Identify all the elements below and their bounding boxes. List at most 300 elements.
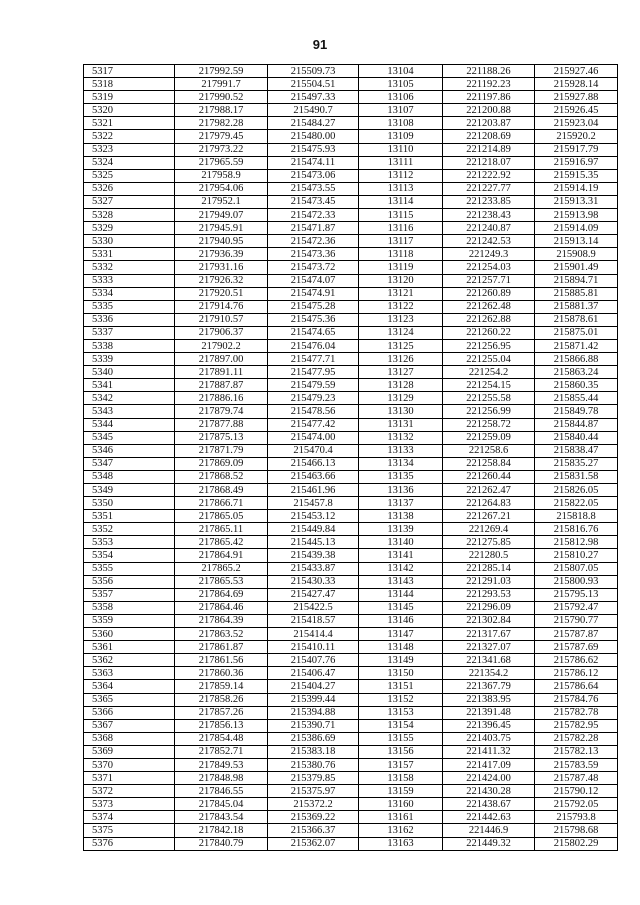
y-coordinate-2-cell: 215871.42 — [535, 339, 618, 352]
point-id-cell: 5322 — [84, 130, 175, 143]
y-coordinate-cell: 215497.33 — [268, 91, 359, 104]
x-coordinate-2-cell: 221254.2 — [443, 366, 535, 379]
x-coordinate-cell: 217864.69 — [175, 588, 268, 601]
point-id-cell: 5342 — [84, 392, 175, 405]
table-row — [84, 117, 618, 130]
point-id-2-cell: 13136 — [359, 484, 443, 497]
y-coordinate-cell: 215472.36 — [268, 235, 359, 248]
point-id-2-cell: 13149 — [359, 654, 443, 667]
x-coordinate-2-cell: 221208.69 — [443, 130, 535, 143]
table-row — [84, 235, 618, 248]
point-id-2-cell: 13128 — [359, 379, 443, 392]
x-coordinate-2-cell: 221214.89 — [443, 143, 535, 156]
x-coordinate-cell: 217842.18 — [175, 824, 268, 837]
x-coordinate-cell: 217857.26 — [175, 706, 268, 719]
table-row — [84, 274, 618, 287]
point-id-cell: 5347 — [84, 457, 175, 470]
point-id-cell: 5339 — [84, 353, 175, 366]
x-coordinate-2-cell: 221296.09 — [443, 601, 535, 614]
point-id-2-cell: 13161 — [359, 811, 443, 824]
table-row — [84, 222, 618, 235]
table-row — [84, 392, 618, 405]
point-id-cell: 5349 — [84, 484, 175, 497]
y-coordinate-2-cell: 215818.8 — [535, 510, 618, 523]
x-coordinate-2-cell: 221222.92 — [443, 169, 535, 182]
point-id-cell: 5365 — [84, 693, 175, 706]
x-coordinate-2-cell: 221442.63 — [443, 811, 535, 824]
point-id-cell: 5358 — [84, 601, 175, 614]
table-row — [84, 457, 618, 470]
y-coordinate-cell: 215471.87 — [268, 222, 359, 235]
table-row — [84, 313, 618, 326]
y-coordinate-cell: 215362.07 — [268, 837, 359, 850]
y-coordinate-2-cell: 215786.64 — [535, 680, 618, 693]
point-id-cell: 5335 — [84, 300, 175, 313]
y-coordinate-cell: 215480.00 — [268, 130, 359, 143]
x-coordinate-2-cell: 221260.44 — [443, 470, 535, 483]
y-coordinate-2-cell: 215782.13 — [535, 745, 618, 758]
table-row — [84, 300, 618, 313]
y-coordinate-2-cell: 215831.58 — [535, 470, 618, 483]
x-coordinate-cell: 217979.45 — [175, 130, 268, 143]
point-id-cell: 5374 — [84, 811, 175, 824]
point-id-2-cell: 13144 — [359, 588, 443, 601]
x-coordinate-2-cell: 221302.84 — [443, 614, 535, 627]
x-coordinate-2-cell: 221255.04 — [443, 353, 535, 366]
table-row — [84, 732, 618, 745]
x-coordinate-cell: 217865.2 — [175, 562, 268, 575]
x-coordinate-cell: 217866.71 — [175, 497, 268, 510]
point-id-2-cell: 13154 — [359, 719, 443, 732]
point-id-2-cell: 13156 — [359, 745, 443, 758]
y-coordinate-cell: 215394.88 — [268, 706, 359, 719]
x-coordinate-2-cell: 221200.88 — [443, 104, 535, 117]
x-coordinate-cell: 217863.52 — [175, 628, 268, 641]
point-id-2-cell: 13107 — [359, 104, 443, 117]
table-row — [84, 641, 618, 654]
table-row — [84, 523, 618, 536]
x-coordinate-cell: 217988.17 — [175, 104, 268, 117]
coordinates-table — [83, 64, 618, 851]
point-id-cell: 5321 — [84, 117, 175, 130]
x-coordinate-cell: 217940.95 — [175, 235, 268, 248]
y-coordinate-2-cell: 215822.05 — [535, 497, 618, 510]
y-coordinate-cell: 215479.59 — [268, 379, 359, 392]
table-row — [84, 287, 618, 300]
table-row — [84, 811, 618, 824]
x-coordinate-cell: 217952.1 — [175, 195, 268, 208]
point-id-cell: 5359 — [84, 614, 175, 627]
y-coordinate-2-cell: 215920.2 — [535, 130, 618, 143]
point-id-2-cell: 13142 — [359, 562, 443, 575]
x-coordinate-cell: 217920.51 — [175, 287, 268, 300]
x-coordinate-2-cell: 221446.9 — [443, 824, 535, 837]
x-coordinate-2-cell: 221285.14 — [443, 562, 535, 575]
x-coordinate-2-cell: 221269.4 — [443, 523, 535, 536]
point-id-2-cell: 13125 — [359, 339, 443, 352]
point-id-2-cell: 13112 — [359, 169, 443, 182]
y-coordinate-2-cell: 215782.95 — [535, 719, 618, 732]
point-id-cell: 5357 — [84, 588, 175, 601]
x-coordinate-cell: 217864.39 — [175, 614, 268, 627]
x-coordinate-2-cell: 221262.88 — [443, 313, 535, 326]
point-id-2-cell: 13155 — [359, 732, 443, 745]
point-id-2-cell: 13118 — [359, 248, 443, 261]
x-coordinate-2-cell: 221227.77 — [443, 182, 535, 195]
y-coordinate-cell: 215478.56 — [268, 405, 359, 418]
point-id-cell: 5344 — [84, 418, 175, 431]
page-number: 91 — [312, 37, 328, 52]
y-coordinate-cell: 215474.91 — [268, 287, 359, 300]
x-coordinate-2-cell: 221391.48 — [443, 706, 535, 719]
x-coordinate-cell: 217869.09 — [175, 457, 268, 470]
x-coordinate-2-cell: 221291.03 — [443, 575, 535, 588]
table-row — [84, 719, 618, 732]
point-id-cell: 5343 — [84, 405, 175, 418]
x-coordinate-cell: 217868.52 — [175, 470, 268, 483]
point-id-2-cell: 13132 — [359, 431, 443, 444]
y-coordinate-cell: 215427.47 — [268, 588, 359, 601]
y-coordinate-cell: 215509.73 — [268, 65, 359, 78]
table-row — [84, 261, 618, 274]
x-coordinate-2-cell: 221254.03 — [443, 261, 535, 274]
x-coordinate-cell: 217982.28 — [175, 117, 268, 130]
point-id-2-cell: 13116 — [359, 222, 443, 235]
x-coordinate-cell: 217886.16 — [175, 392, 268, 405]
x-coordinate-cell: 217902.2 — [175, 339, 268, 352]
x-coordinate-cell: 217859.14 — [175, 680, 268, 693]
table-row — [84, 628, 618, 641]
x-coordinate-cell: 217954.06 — [175, 182, 268, 195]
table-row — [84, 65, 618, 78]
y-coordinate-2-cell: 215787.87 — [535, 628, 618, 641]
point-id-2-cell: 13106 — [359, 91, 443, 104]
y-coordinate-2-cell: 215923.04 — [535, 117, 618, 130]
x-coordinate-2-cell: 221258.72 — [443, 418, 535, 431]
y-coordinate-2-cell: 215800.93 — [535, 575, 618, 588]
y-coordinate-2-cell: 215926.45 — [535, 104, 618, 117]
table-row — [84, 510, 618, 523]
table-row — [84, 91, 618, 104]
table-row — [84, 143, 618, 156]
x-coordinate-2-cell: 221264.83 — [443, 497, 535, 510]
point-id-cell: 5330 — [84, 235, 175, 248]
x-coordinate-2-cell: 221262.48 — [443, 300, 535, 313]
table-row — [84, 444, 618, 457]
y-coordinate-cell: 215484.27 — [268, 117, 359, 130]
table-row — [84, 680, 618, 693]
x-coordinate-2-cell: 221203.87 — [443, 117, 535, 130]
x-coordinate-cell: 217973.22 — [175, 143, 268, 156]
x-coordinate-cell: 217875.13 — [175, 431, 268, 444]
point-id-cell: 5360 — [84, 628, 175, 641]
point-id-2-cell: 13143 — [359, 575, 443, 588]
point-id-2-cell: 13123 — [359, 313, 443, 326]
y-coordinate-cell: 215445.13 — [268, 536, 359, 549]
table-row — [84, 431, 618, 444]
point-id-2-cell: 13124 — [359, 326, 443, 339]
y-coordinate-cell: 215477.71 — [268, 353, 359, 366]
point-id-cell: 5337 — [84, 326, 175, 339]
point-id-2-cell: 13141 — [359, 549, 443, 562]
point-id-cell: 5376 — [84, 837, 175, 850]
x-coordinate-2-cell: 221257.71 — [443, 274, 535, 287]
y-coordinate-2-cell: 215866.88 — [535, 353, 618, 366]
y-coordinate-2-cell: 215927.46 — [535, 65, 618, 78]
x-coordinate-cell: 217845.04 — [175, 798, 268, 811]
y-coordinate-cell: 215504.51 — [268, 78, 359, 91]
x-coordinate-cell: 217945.91 — [175, 222, 268, 235]
table-row — [84, 484, 618, 497]
y-coordinate-cell: 215463.66 — [268, 470, 359, 483]
x-coordinate-2-cell: 221280.5 — [443, 549, 535, 562]
table-row — [84, 562, 618, 575]
point-id-2-cell: 13157 — [359, 758, 443, 771]
y-coordinate-2-cell: 215885.81 — [535, 287, 618, 300]
x-coordinate-2-cell: 221430.28 — [443, 785, 535, 798]
table-row — [84, 706, 618, 719]
point-id-cell: 5352 — [84, 523, 175, 536]
point-id-cell: 5341 — [84, 379, 175, 392]
y-coordinate-2-cell: 215838.47 — [535, 444, 618, 457]
x-coordinate-cell: 217897.00 — [175, 353, 268, 366]
y-coordinate-2-cell: 215875.01 — [535, 326, 618, 339]
point-id-cell: 5351 — [84, 510, 175, 523]
y-coordinate-cell: 215375.97 — [268, 785, 359, 798]
point-id-2-cell: 13120 — [359, 274, 443, 287]
y-coordinate-2-cell: 215786.62 — [535, 654, 618, 667]
x-coordinate-cell: 217860.36 — [175, 667, 268, 680]
x-coordinate-2-cell: 221383.95 — [443, 693, 535, 706]
point-id-cell: 5340 — [84, 366, 175, 379]
y-coordinate-2-cell: 215849.78 — [535, 405, 618, 418]
point-id-cell: 5362 — [84, 654, 175, 667]
point-id-2-cell: 13147 — [359, 628, 443, 641]
coordinates-table-body — [84, 65, 618, 851]
y-coordinate-2-cell: 215812.98 — [535, 536, 618, 549]
table-row — [84, 497, 618, 510]
table-row — [84, 339, 618, 352]
point-id-cell: 5367 — [84, 719, 175, 732]
x-coordinate-cell: 217856.13 — [175, 719, 268, 732]
point-id-cell: 5327 — [84, 195, 175, 208]
y-coordinate-2-cell: 215807.05 — [535, 562, 618, 575]
y-coordinate-cell: 215407.76 — [268, 654, 359, 667]
x-coordinate-cell: 217958.9 — [175, 169, 268, 182]
x-coordinate-2-cell: 221396.45 — [443, 719, 535, 732]
x-coordinate-2-cell: 221262.47 — [443, 484, 535, 497]
y-coordinate-cell: 215473.06 — [268, 169, 359, 182]
point-id-cell: 5364 — [84, 680, 175, 693]
x-coordinate-2-cell: 221240.87 — [443, 222, 535, 235]
x-coordinate-cell: 217864.46 — [175, 601, 268, 614]
y-coordinate-2-cell: 215915.35 — [535, 169, 618, 182]
x-coordinate-cell: 217865.11 — [175, 523, 268, 536]
table-row — [84, 248, 618, 261]
x-coordinate-cell: 217864.91 — [175, 549, 268, 562]
x-coordinate-cell: 217879.74 — [175, 405, 268, 418]
table-row — [84, 575, 618, 588]
point-id-cell: 5323 — [84, 143, 175, 156]
y-coordinate-2-cell: 215913.98 — [535, 209, 618, 222]
point-id-cell: 5331 — [84, 248, 175, 261]
y-coordinate-cell: 215477.42 — [268, 418, 359, 431]
y-coordinate-2-cell: 215844.87 — [535, 418, 618, 431]
point-id-cell: 5361 — [84, 641, 175, 654]
x-coordinate-2-cell: 221275.85 — [443, 536, 535, 549]
point-id-2-cell: 13134 — [359, 457, 443, 470]
point-id-2-cell: 13117 — [359, 235, 443, 248]
point-id-cell: 5354 — [84, 549, 175, 562]
y-coordinate-2-cell: 215792.05 — [535, 798, 618, 811]
point-id-2-cell: 13127 — [359, 366, 443, 379]
point-id-cell: 5317 — [84, 65, 175, 78]
point-id-2-cell: 13162 — [359, 824, 443, 837]
point-id-2-cell: 13160 — [359, 798, 443, 811]
x-coordinate-2-cell: 221317.67 — [443, 628, 535, 641]
x-coordinate-cell: 217926.32 — [175, 274, 268, 287]
y-coordinate-cell: 215453.12 — [268, 510, 359, 523]
table-row — [84, 693, 618, 706]
x-coordinate-cell: 217965.59 — [175, 156, 268, 169]
point-id-cell: 5319 — [84, 91, 175, 104]
y-coordinate-2-cell: 215835.27 — [535, 457, 618, 470]
point-id-2-cell: 13119 — [359, 261, 443, 274]
y-coordinate-2-cell: 215881.37 — [535, 300, 618, 313]
x-coordinate-cell: 217992.59 — [175, 65, 268, 78]
x-coordinate-2-cell: 221449.32 — [443, 837, 535, 850]
y-coordinate-2-cell: 215786.12 — [535, 667, 618, 680]
y-coordinate-2-cell: 215795.13 — [535, 588, 618, 601]
point-id-cell: 5333 — [84, 274, 175, 287]
table-row — [84, 588, 618, 601]
table-row — [84, 353, 618, 366]
table-row — [84, 601, 618, 614]
x-coordinate-cell: 217840.79 — [175, 837, 268, 850]
point-id-cell: 5336 — [84, 313, 175, 326]
x-coordinate-2-cell: 221218.07 — [443, 156, 535, 169]
y-coordinate-cell: 215449.84 — [268, 523, 359, 536]
point-id-cell: 5318 — [84, 78, 175, 91]
x-coordinate-2-cell: 221188.26 — [443, 65, 535, 78]
point-id-2-cell: 13111 — [359, 156, 443, 169]
y-coordinate-cell: 215490.7 — [268, 104, 359, 117]
y-coordinate-2-cell: 215783.59 — [535, 758, 618, 771]
x-coordinate-2-cell: 221403.75 — [443, 732, 535, 745]
table-row — [84, 156, 618, 169]
y-coordinate-cell: 215479.23 — [268, 392, 359, 405]
point-id-2-cell: 13148 — [359, 641, 443, 654]
point-id-cell: 5346 — [84, 444, 175, 457]
y-coordinate-2-cell: 215914.09 — [535, 222, 618, 235]
y-coordinate-cell: 215366.37 — [268, 824, 359, 837]
y-coordinate-2-cell: 215901.49 — [535, 261, 618, 274]
x-coordinate-2-cell: 221249.3 — [443, 248, 535, 261]
x-coordinate-cell: 217854.48 — [175, 732, 268, 745]
point-id-2-cell: 13139 — [359, 523, 443, 536]
point-id-cell: 5326 — [84, 182, 175, 195]
y-coordinate-2-cell: 215784.76 — [535, 693, 618, 706]
point-id-2-cell: 13113 — [359, 182, 443, 195]
point-id-2-cell: 13109 — [359, 130, 443, 143]
point-id-cell: 5373 — [84, 798, 175, 811]
y-coordinate-2-cell: 215793.8 — [535, 811, 618, 824]
point-id-2-cell: 13163 — [359, 837, 443, 850]
y-coordinate-2-cell: 215782.78 — [535, 706, 618, 719]
table-row — [84, 654, 618, 667]
x-coordinate-cell: 217861.87 — [175, 641, 268, 654]
point-id-cell: 5329 — [84, 222, 175, 235]
y-coordinate-cell: 215475.28 — [268, 300, 359, 313]
table-row — [84, 169, 618, 182]
x-coordinate-2-cell: 221367.79 — [443, 680, 535, 693]
y-coordinate-cell: 215472.33 — [268, 209, 359, 222]
y-coordinate-2-cell: 215928.14 — [535, 78, 618, 91]
point-id-2-cell: 13158 — [359, 772, 443, 785]
point-id-2-cell: 13137 — [359, 497, 443, 510]
point-id-cell: 5363 — [84, 667, 175, 680]
point-id-cell: 5345 — [84, 431, 175, 444]
x-coordinate-cell: 217990.52 — [175, 91, 268, 104]
y-coordinate-cell: 215372.2 — [268, 798, 359, 811]
x-coordinate-2-cell: 221417.09 — [443, 758, 535, 771]
point-id-2-cell: 13129 — [359, 392, 443, 405]
y-coordinate-cell: 215380.76 — [268, 758, 359, 771]
x-coordinate-2-cell: 221259.09 — [443, 431, 535, 444]
point-id-2-cell: 13159 — [359, 785, 443, 798]
x-coordinate-cell: 217861.56 — [175, 654, 268, 667]
y-coordinate-cell: 215390.71 — [268, 719, 359, 732]
y-coordinate-2-cell: 215816.76 — [535, 523, 618, 536]
point-id-cell: 5334 — [84, 287, 175, 300]
y-coordinate-2-cell: 215927.88 — [535, 91, 618, 104]
x-coordinate-2-cell: 221242.53 — [443, 235, 535, 248]
point-id-2-cell: 13138 — [359, 510, 443, 523]
table-row — [84, 837, 618, 850]
x-coordinate-cell: 217846.55 — [175, 785, 268, 798]
point-id-cell: 5324 — [84, 156, 175, 169]
table-row — [84, 182, 618, 195]
x-coordinate-cell: 217949.07 — [175, 209, 268, 222]
y-coordinate-cell: 215473.72 — [268, 261, 359, 274]
point-id-2-cell: 13115 — [359, 209, 443, 222]
y-coordinate-cell: 215474.07 — [268, 274, 359, 287]
point-id-2-cell: 13105 — [359, 78, 443, 91]
table-row — [84, 209, 618, 222]
y-coordinate-2-cell: 215790.12 — [535, 785, 618, 798]
x-coordinate-cell: 217849.53 — [175, 758, 268, 771]
x-coordinate-cell: 217843.54 — [175, 811, 268, 824]
point-id-cell: 5369 — [84, 745, 175, 758]
point-id-cell: 5372 — [84, 785, 175, 798]
y-coordinate-2-cell: 215855.44 — [535, 392, 618, 405]
x-coordinate-2-cell: 221192.23 — [443, 78, 535, 91]
table-row — [84, 418, 618, 431]
point-id-cell: 5368 — [84, 732, 175, 745]
y-coordinate-2-cell: 215863.24 — [535, 366, 618, 379]
y-coordinate-cell: 215461.96 — [268, 484, 359, 497]
y-coordinate-cell: 215474.11 — [268, 156, 359, 169]
point-id-2-cell: 13130 — [359, 405, 443, 418]
x-coordinate-2-cell: 221341.68 — [443, 654, 535, 667]
x-coordinate-cell: 217868.49 — [175, 484, 268, 497]
table-row — [84, 549, 618, 562]
x-coordinate-cell: 217910.57 — [175, 313, 268, 326]
x-coordinate-cell: 217865.42 — [175, 536, 268, 549]
point-id-2-cell: 13122 — [359, 300, 443, 313]
y-coordinate-cell: 215433.87 — [268, 562, 359, 575]
x-coordinate-2-cell: 221255.58 — [443, 392, 535, 405]
